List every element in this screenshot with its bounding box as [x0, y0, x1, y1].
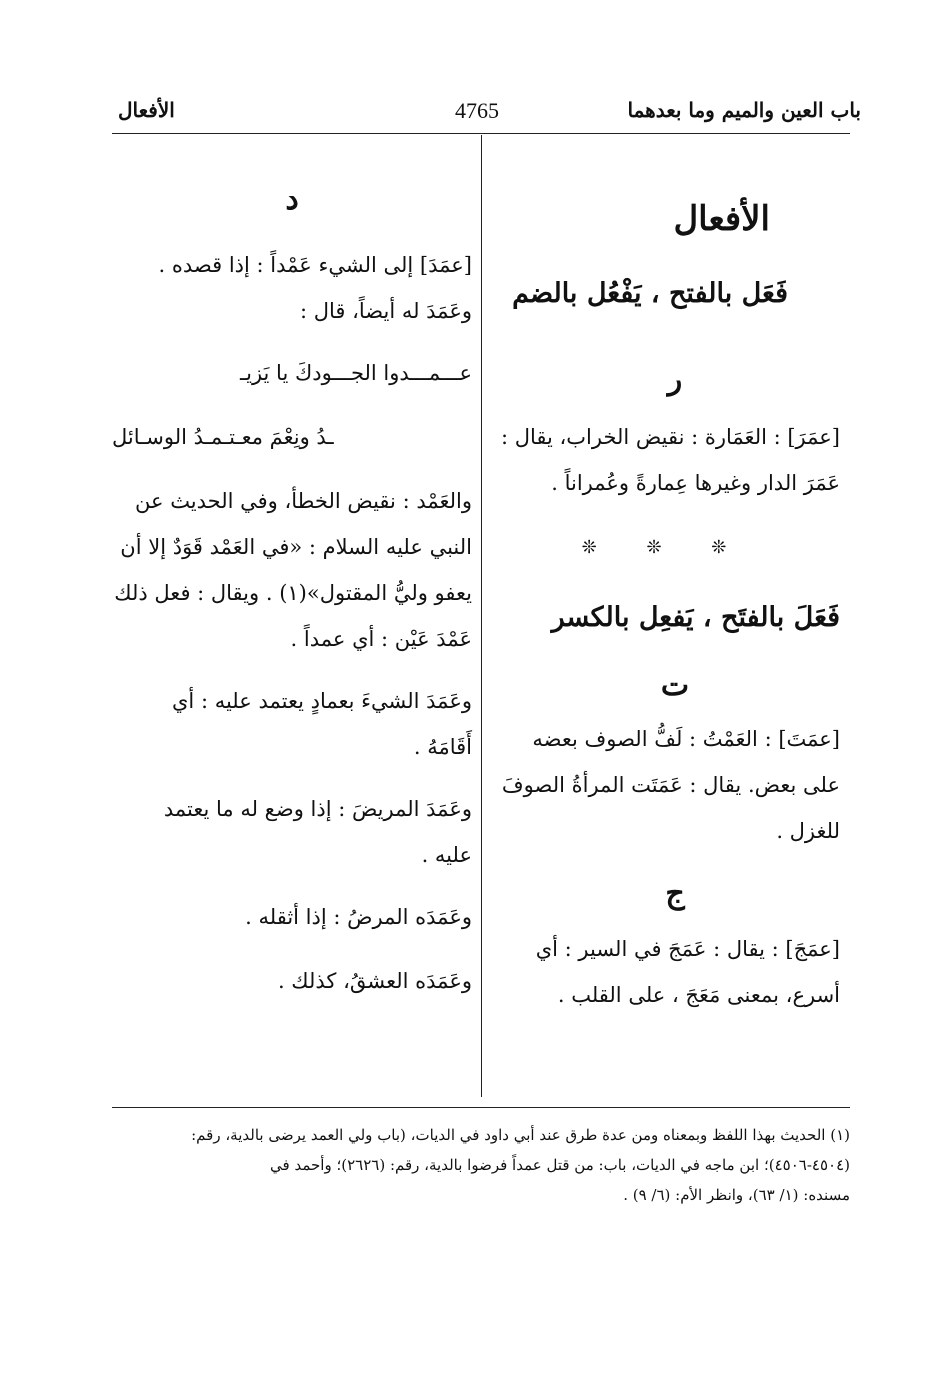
- entry-line: [عمَجَ] : يقال : عَمَجَ في السير : أي: [535, 937, 840, 961]
- entry-amd-6: وعَمَدَه العشقُ، كذلك .: [277, 969, 472, 993]
- entry-line: يعفو وليُّ المقتول»(١) . ويقال : فعل ذلك: [114, 581, 472, 605]
- footnote-line: (٤٥٠٤-٤٥٠٦)؛ ابن ماجه في الديات، باب: من قتل عمداً فرضوا بالدية، رقم: (٢٦٢٦)؛ وأحمد في: [270, 1156, 850, 1174]
- footnote-rule: [112, 1107, 850, 1108]
- entry-line: النبي عليه السلام : «في العَمْد قَوَدٌ إلا أن: [120, 535, 472, 559]
- entry-amr: [490, 414, 840, 506]
- entry-line: للغزل .: [776, 819, 840, 843]
- entry-amd-5: وعَمَدَه المرضُ : إذا أثقله .: [245, 905, 472, 929]
- letter-heading-j: ج: [665, 876, 685, 911]
- entry-line: وعَمَدَ له أيضاً، قال :: [299, 299, 472, 323]
- entry-line: [عمَدَ] إلى الشيء عَمْداً : إذا قصده .: [158, 253, 472, 277]
- entry-amt: [490, 716, 840, 854]
- entry-line: [عمَتَ] : العَمْتُ : لَفُّ الصوف بعضه: [532, 727, 840, 751]
- entry-amd-3: [112, 678, 472, 770]
- entry-line: عَمْدَ عَيْن : أي عمداً .: [290, 627, 472, 651]
- verse-hemistich: عـــمـــدوا الجـــودكَ يا يَزيـ: [239, 361, 472, 385]
- page-number: 4765: [455, 98, 499, 123]
- footnote-line: مسنده: (١/ ٦٣)، وانظر الأم: (٦/ ٩) .: [623, 1186, 850, 1204]
- header-rule: [112, 133, 850, 134]
- entry-line: أسرع، بمعنى مَعَجَ ، على القلب .: [557, 983, 840, 1007]
- entry-line: أَقَامَهُ .: [413, 735, 472, 759]
- right-column: [490, 180, 840, 1018]
- running-header-right: باب العين والميم وما بعدهما: [627, 98, 861, 122]
- entry-amj: [490, 926, 840, 1018]
- column-divider: [481, 135, 482, 1097]
- letter-heading-d: د: [285, 182, 299, 217]
- entry-line: [عمَرَ] : العَمَارة : نقيض الخراب، يقال :: [500, 425, 840, 449]
- left-column: [112, 180, 472, 1004]
- section-heading-fatha-kasra: فَعَلَ بالفتَح ، يَفعِل بالكسر: [551, 602, 840, 633]
- entry-amd-4: [112, 786, 472, 878]
- entry-line: وعَمَدَ المريضَ : إذا وضع له ما يعتمد: [163, 797, 472, 821]
- section-separator: ❊ ❊ ❊: [581, 537, 749, 558]
- entry-line: عليه .: [421, 843, 472, 867]
- footnote: [112, 1120, 850, 1210]
- entry-line: والعَمْد : نقيض الخطأ، وفي الحديث عن: [135, 489, 472, 513]
- letter-heading-r: ر: [667, 362, 683, 397]
- entry-line: عَمَرَ الدار وغيرها عِمارةً وعُمراناً .: [551, 471, 840, 495]
- entry-line: وعَمَدَ الشيءَ بعمادٍ يعتمد عليه : أي: [172, 689, 472, 713]
- footnote-line: (١) الحديث بهذا اللفظ وبمعناه ومن عدة طرق عند أبي داود في الديات، (باب ولي العمد يرضى بالدية، رقم:: [191, 1126, 850, 1144]
- verse-hemistich: ـدُ ونِعْمَ معـتـمـدُ الوسـائل: [112, 425, 334, 449]
- entry-amd: [112, 242, 472, 334]
- running-header-left: الأفعال: [118, 98, 175, 122]
- section-title: الأفعال: [673, 199, 770, 239]
- entry-amd-2: [112, 478, 472, 662]
- entry-line: على بعض. يقال : عَمَتَت المرأةُ الصوفَ: [501, 773, 840, 797]
- poetry-verse: [112, 350, 472, 460]
- section-heading-fatha-damma: فَعَل بالفتح ، يَفْعُل بالضم: [512, 278, 788, 309]
- letter-heading-t: ت: [660, 668, 690, 703]
